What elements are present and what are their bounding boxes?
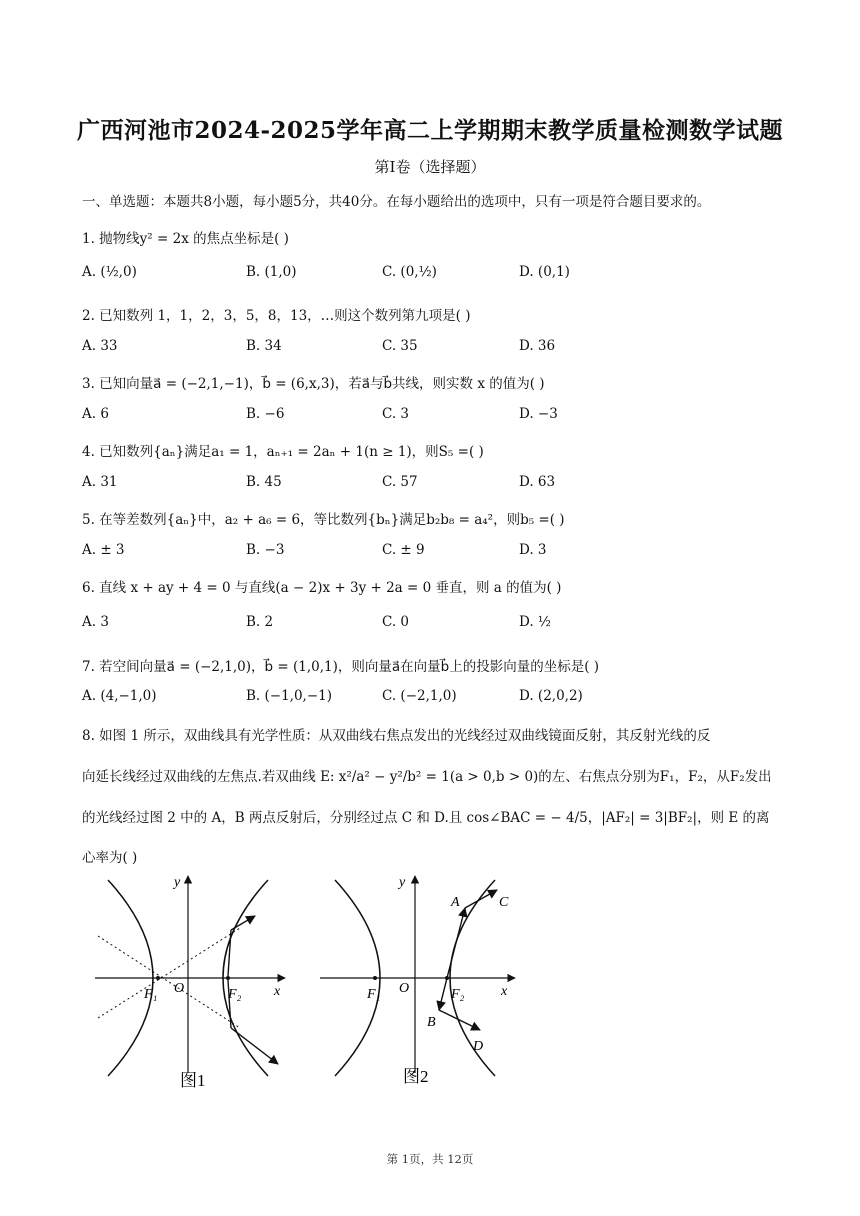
part-subtitle: 第I卷（选择题） [374, 158, 486, 176]
question-3-option-d: D. −3 [519, 406, 558, 422]
section-heading: 一、单选题：本题共8小题，每小题5分，共40分。在每小题给出的选项中，只有一项是符合题目要求的。 [82, 194, 711, 210]
question-3-option-a: A. 6 [82, 406, 109, 422]
figure-2-diagram [315, 868, 535, 1093]
question-8-line-4: 心率为( ) [82, 850, 138, 866]
question-1-stem: 1. 抛物线y² = 2x 的焦点坐标是( ) [82, 231, 289, 247]
figure-2-origin-label: O [399, 981, 410, 996]
question-5-stem: 5. 在等差数列{aₙ}中，a₂ + a₆ = 6，等比数列{bₙ}满足b₂b₈ = a₄²，则b₅ =( ) [82, 512, 565, 528]
figure-1-reflect-down [231, 1028, 278, 1064]
figure-2-f1-point [373, 976, 377, 980]
question-6-option-c: C. 0 [382, 614, 410, 630]
figure-1-dotted-line-2 [98, 928, 240, 1018]
question-4-option-a: A. 31 [82, 474, 118, 490]
question-5-option-d: D. 3 [519, 542, 547, 558]
figure-2-y-label: y [399, 875, 406, 890]
figure-2-a-label: A [451, 895, 460, 910]
question-1-option-c: C. (0,½) [382, 264, 437, 280]
question-7-option-c: C. (−2,1,0) [382, 688, 457, 704]
question-8-line-2: 向延长线经过双曲线的左焦点.若双曲线 E: x²/a² − y²/b² = 1(a > 0,b > 0)的左、右焦点分别为F₁，F₂，从F₂发出 [82, 769, 772, 785]
figure-2-f2-point [445, 976, 449, 980]
figure-1-ray-up [228, 930, 231, 976]
question-1-option-d: D. (0,1) [519, 264, 570, 280]
question-2-option-c: C. 35 [382, 338, 418, 354]
question-6-option-b: B. 2 [246, 614, 274, 630]
figure-1-f2-label: F₂ [228, 987, 242, 1002]
question-2-option-a: A. 33 [82, 338, 118, 354]
figure-2-d-label: D [473, 1039, 484, 1054]
question-3-stem: 3. 已知向量a⃗ = (−2,1,−1)，b⃗ = (6,x,3)，若a⃗与b⃗共线，则实数 x 的值为( ) [82, 376, 545, 392]
figure-1-dotted-line-1 [98, 936, 240, 1028]
question-5-option-a: A. ± 3 [82, 542, 125, 558]
question-4-option-d: D. 63 [519, 474, 556, 490]
figure-2-x-label: x [501, 984, 508, 999]
question-2-stem: 2. 已知数列 1，1，2，3，5，8，13，…则这个数列第九项是( ) [82, 308, 471, 324]
question-4-option-b: B. 45 [246, 474, 282, 490]
question-8-line-3: 的光线经过图 2 中的 A，B 两点反射后，分别经过点 C 和 D.且 cos∠BAC = − 4/5，|AF₂| = 3|BF₂|，则 E 的离 [82, 810, 770, 826]
question-2-option-b: B. 34 [246, 338, 282, 354]
question-7-option-a: A. (4,−1,0) [82, 688, 157, 704]
figure-2-ray-f2-a [447, 908, 465, 978]
question-2-option-d: D. 36 [519, 338, 556, 354]
page-footer: 第 1页，共 12页 [386, 1152, 474, 1166]
question-5-option-c: C. ± 9 [382, 542, 425, 558]
figure-2-f2-label: F₂ [451, 987, 465, 1002]
figure-1-y-label: y [174, 875, 181, 890]
question-7-option-b: B. (−1,0,−1) [246, 688, 333, 704]
page-title: 广西河池市2024-2025学年高二上学期期末教学质量检测数学试题 [76, 117, 784, 144]
question-5-option-b: B. −3 [246, 542, 285, 558]
question-4-stem: 4. 已知数列{aₙ}满足a₁ = 1，aₙ₊₁ = 2aₙ + 1(n ≥ 1)，则S₅ =( ) [82, 444, 484, 460]
figure-1-diagram [90, 868, 305, 1093]
figure-1-caption: 图1 [180, 1071, 206, 1090]
question-6-option-d: D. ½ [519, 614, 552, 630]
figure-2-ray-a-c [465, 890, 497, 908]
figure-2-caption: 图2 [403, 1067, 429, 1086]
figure-2-b-label: B [427, 1015, 436, 1030]
question-7-option-d: D. (2,0,2) [519, 688, 583, 704]
question-3-option-b: B. −6 [246, 406, 285, 422]
question-1-option-a: A. (½,0) [82, 264, 137, 280]
figure-1-f1-label: F₁ [144, 987, 158, 1002]
figure-1-reflect-up [231, 916, 255, 930]
figure-1-f2-point [226, 976, 230, 980]
question-7-stem: 7. 若空间向量a⃗ = (−2,1,0)，b⃗ = (1,0,1)，则向量a⃗在向量b⃗上的投影向量的坐标是( ) [82, 659, 600, 675]
question-6-stem: 6. 直线 x + ay + 4 = 0 与直线(a − 2)x + 3y + 2a = 0 垂直，则 a 的值为( ) [82, 580, 562, 596]
figure-1-f1-point [156, 976, 160, 980]
figure-2-f1-label: F₁ [367, 987, 381, 1002]
figure-2-ray-b-d [439, 1010, 480, 1030]
figure-2-ray-f2-b [439, 978, 447, 1010]
figure-1-origin-label: O [174, 981, 185, 996]
figure-2-c-label: C [499, 895, 509, 910]
question-3-option-c: C. 3 [382, 406, 410, 422]
question-8-line-1: 8. 如图 1 所示，双曲线具有光学性质：从双曲线右焦点发出的光线经过双曲线镜面反射，其反射光线的反 [82, 728, 711, 744]
figure-1-x-label: x [274, 984, 281, 999]
question-6-option-a: A. 3 [82, 614, 109, 630]
question-1-option-b: B. (1,0) [246, 264, 297, 280]
question-4-option-c: C. 57 [382, 474, 418, 490]
